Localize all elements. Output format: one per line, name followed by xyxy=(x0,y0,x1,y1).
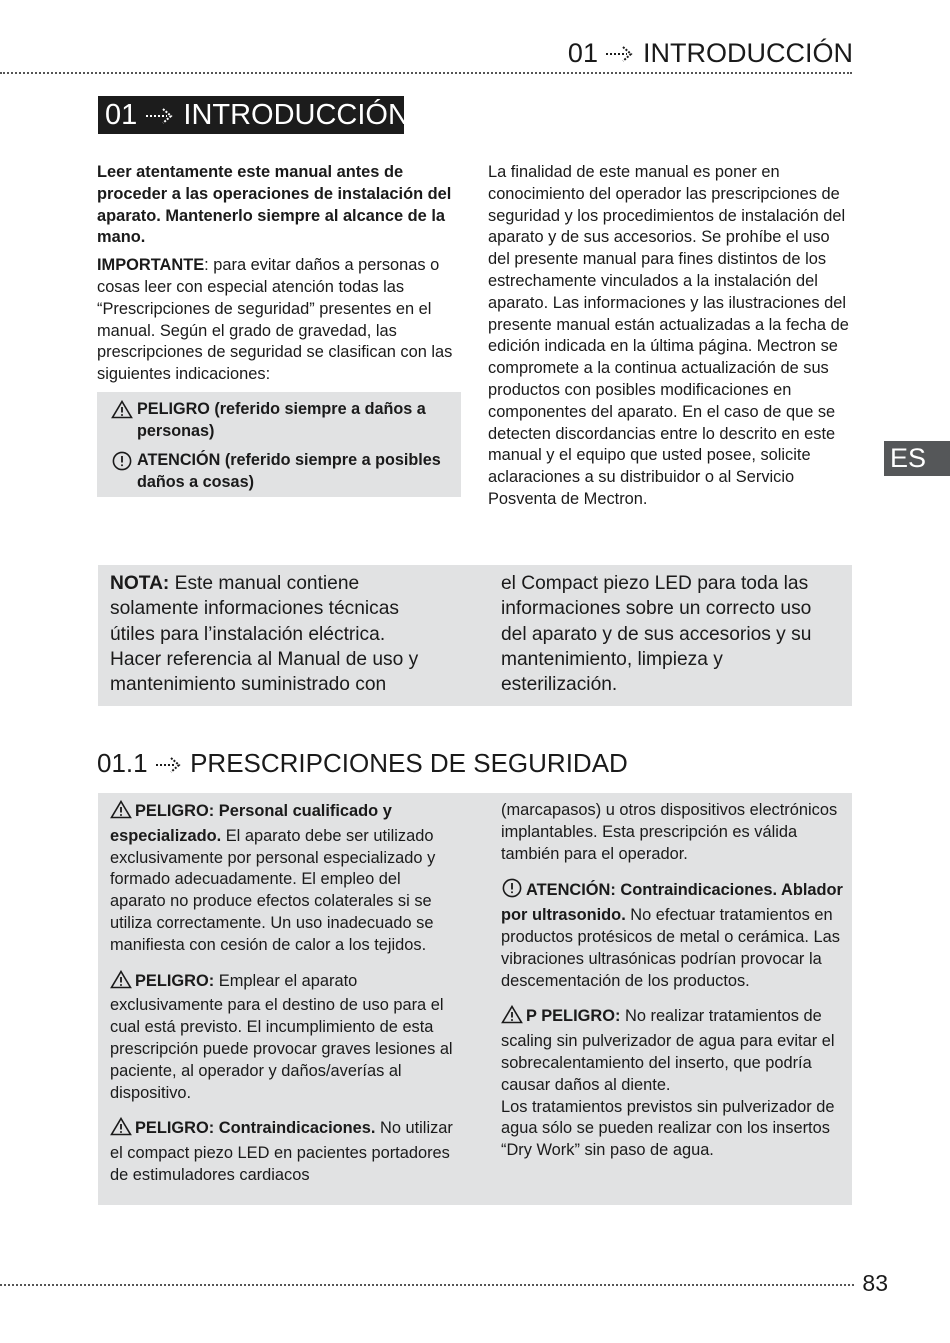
note-label: NOTA: xyxy=(110,573,170,594)
important-label: IMPORTANTE xyxy=(97,256,205,275)
exclamation-circle-icon xyxy=(501,878,523,905)
prescription-text: No efectuar tratamientos en productos protésicos de metal o cerámica. Las vibraciones ultrasónicas podrían provocar la descementación de los productos. xyxy=(501,906,840,990)
warning-triangle-icon xyxy=(110,800,132,826)
header-number: 01 xyxy=(567,38,598,68)
prescription-text-2: Los tratamientos previstos sin pulverizador de agua sólo se pueden realizar con los insertos “Dry Work” sin paso de agua. xyxy=(501,1097,835,1160)
note-left xyxy=(110,571,440,697)
prescription-text: No realizar tratamientos de scaling sin pulverizador de agua para evitar el sobrecalentamiento del inserto, que podría causar daños al diente. xyxy=(501,1007,835,1094)
prescription-item xyxy=(110,970,455,1105)
section-title xyxy=(98,96,409,134)
note-box xyxy=(98,565,852,706)
atencion-legend: ATENCIÓN (referido siempre a posibles daños a cosas) xyxy=(137,451,441,491)
prescription-continuation: (marcapasos) u otros dispositivos electrónicos implantables. Esta prescripción es válida también para el operador. xyxy=(501,801,838,863)
intro-left-column xyxy=(97,162,461,386)
warning-triangle-icon xyxy=(110,970,132,996)
subsection-title xyxy=(97,748,628,781)
prescriptions-right-column xyxy=(501,800,846,1175)
prescription-label: PELIGRO: Contraindicaciones. xyxy=(135,1119,376,1138)
prescription-item xyxy=(110,1117,455,1186)
warning-triangle-icon xyxy=(110,1117,132,1143)
intro-right-text: La finalidad de este manual es poner en conocimiento del operador las prescripciones de seguridad y los procedimientos de instalación del aparato y de sus accesorios. Se prohíbe el uso del presente manual para fines distintos de los estrechamente vinculados a la instalación del aparato. Las informaciones y las ilustraciones del presente manual están actualizadas a la fecha de edición indicada en la última página. Mectron se compromete a la continua actualización de sus productos con posibles modificaciones en componentes del aparato. En el caso de que se detecten discordancias entre lo descrito en este manual y el equipo que usted posee, solicite aclaraciones a su distribuidor o al Servicio Posventa de Mectron. xyxy=(488,163,849,508)
subsection-title-text: PRESCRIPCIONES DE SEGURIDAD xyxy=(190,748,628,778)
page-number: 83 xyxy=(862,1270,888,1296)
prescription-label: P PELIGRO: xyxy=(526,1007,621,1026)
dotted-arrow-icon xyxy=(155,750,183,781)
prescription-item xyxy=(501,878,846,992)
prescription-label: ATENCIÓN: Contraindicaciones. Ablador por ultrasonido. xyxy=(501,881,843,925)
running-header xyxy=(568,38,853,70)
dotted-arrow-icon xyxy=(605,39,635,70)
prescription-text: Emplear el aparato exclusivamente para el destino de uso para el cual está previsto. El incumplimiento de esta prescripción puede provocar graves lesiones al paciente, al operador y daños/averías al dispositivo. xyxy=(110,971,453,1102)
intro-bold-paragraph: Leer atentamente este manual antes de proceder a las operaciones de instalación del aparato. Mantenerlo siempre al alcance de la mano. xyxy=(97,163,452,247)
important-text: : para evitar daños a personas o cosas leer con especial atención todas las “Prescripciones de seguridad” presentes en el manual. Según el grado de gravedad, las prescripciones de seguridad se clasifican con las siguientes indicaciones: xyxy=(97,256,453,384)
prescription-text: El aparato debe ser utilizado exclusivamente por personal especializado y formado adecuadamente. El empleo del aparato no produce efectos colaterales si se utiliza correctamente. Un uso inadecuado se manifiesta con cesión de calor a los tejidos. xyxy=(110,826,436,954)
prescription-item xyxy=(110,800,455,957)
header-title: INTRODUCCIÓN xyxy=(643,38,853,68)
important-paragraph xyxy=(97,255,461,386)
warning-triangle-icon xyxy=(501,1005,523,1031)
footer-rule xyxy=(0,1284,854,1286)
prescription-label: PELIGRO: xyxy=(135,971,215,990)
section-number: 01 xyxy=(105,99,138,131)
header-rule xyxy=(0,72,852,74)
prescriptions-box xyxy=(98,793,852,1205)
prescription-label: PELIGRO: Personal cualificado y especializado. xyxy=(110,802,392,845)
peligro-legend: PELIGRO (referido siempre a daños a personas) xyxy=(137,400,426,440)
note-right-text: el Compact piezo LED para toda las informaciones sobre un correcto uso del aparato y de sus accesorios y su mantenimiento, limpieza y esterilización. xyxy=(501,573,812,696)
warning-triangle-icon xyxy=(111,398,137,442)
note-left-text: Este manual contiene solamente informaciones técnicas útiles para l’instalación eléctrica. Hacer referencia al Manual de uso y mantenimiento suministrado con xyxy=(110,573,419,696)
prescription-text: No utilizar el compact piezo LED en pacientes portadores de estimuladores cardiacos xyxy=(110,1119,453,1184)
prescription-item xyxy=(501,1005,846,1096)
dotted-arrow-icon xyxy=(145,97,175,135)
language-tab: ES xyxy=(884,441,950,476)
section-title-text: INTRODUCCIÓN xyxy=(183,99,409,131)
warning-legend xyxy=(97,392,461,497)
exclamation-circle-icon xyxy=(111,449,137,493)
subsection-number: 01.1 xyxy=(97,748,148,778)
intro-right-column xyxy=(488,162,856,511)
prescriptions-left-column xyxy=(110,800,455,1200)
